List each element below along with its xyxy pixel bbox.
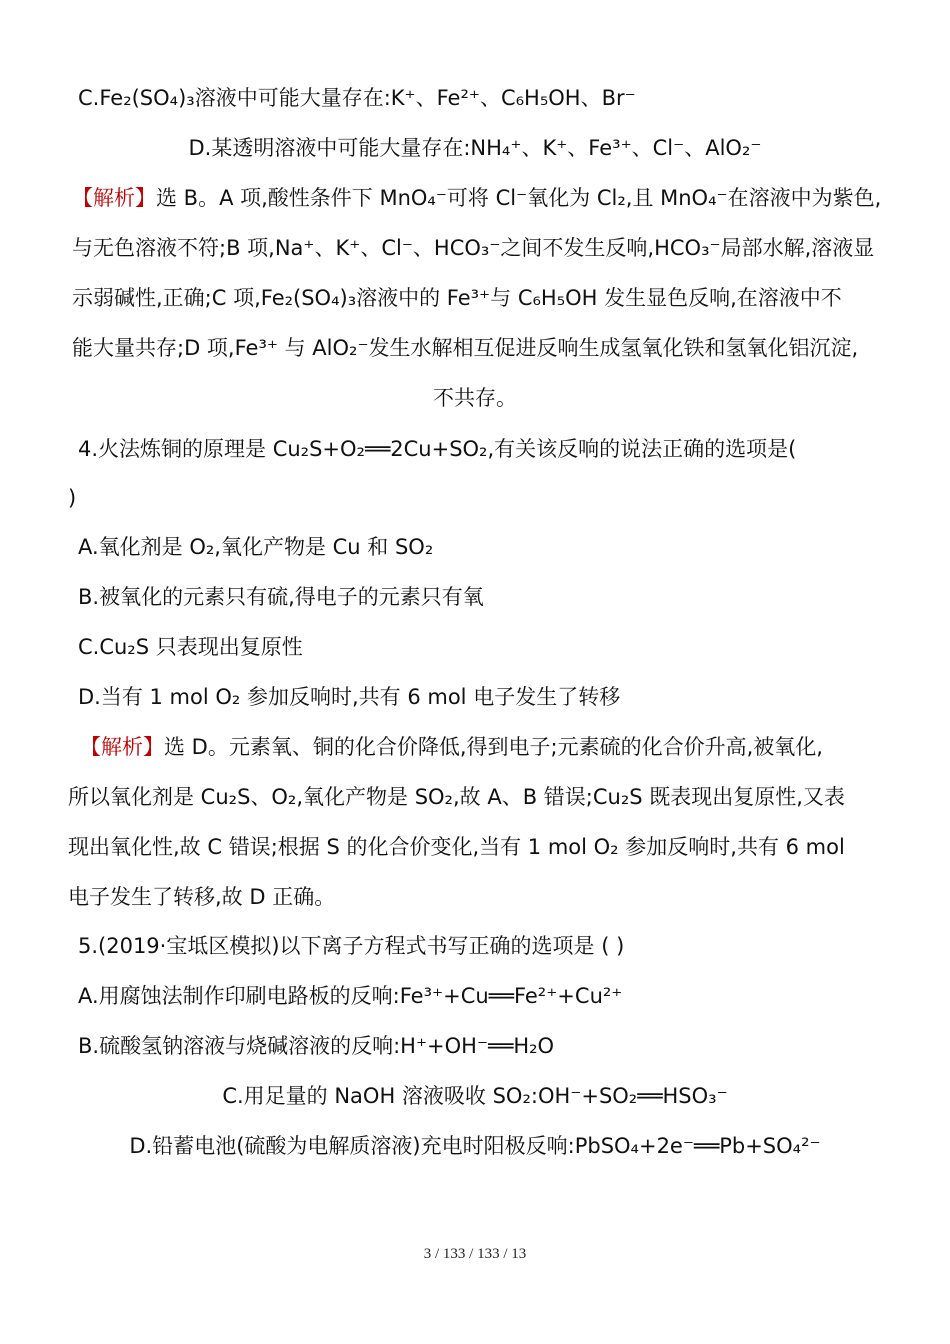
analysis-text: 选 B。A 项,酸性条件下 MnO₄⁻可将 Cl⁻氧化为 Cl₂,且 MnO₄⁻在溶液中为紫色, [156,186,882,210]
line-q5-option-d: D.铅蓄电池(硫酸为电解质溶液)充电时阳极反响:PbSO₄+2e⁻══Pb+SO₄²⁻ [129,1134,821,1158]
line-q3-analysis-4: 能大量共存;D 项,Fe³⁺ 与 AlO₂⁻发生水解相互促进反响生成氢氧化铁和氢氧化铝沉淀, [72,336,859,360]
line-q3-option-c: C.Fe₂(SO₄)₃溶液中可能大量存在:K⁺、Fe²⁺、C₆H₅OH、Br⁻ [78,86,636,110]
line-q4-analysis-2: 所以氧化剂是 Cu₂S、O₂,氧化产物是 SO₂,故 A、B 错误;Cu₂S 既表现出复原性,又表 [68,785,845,809]
line-q3-option-d: D.某透明溶液中可能大量存在:NH₄⁺、K⁺、Fe³⁺、Cl⁻、AlO₂⁻ [188,136,762,160]
line-q3-analysis-2: 与无色溶液不符;B 项,Na⁺、K⁺、Cl⁻、HCO₃⁻之间不发生反响,HCO₃⁻局部水解,溶液显 [72,236,875,260]
analysis-text: 选 D。元素氧、铜的化合价降低,得到电子;元素硫的化合价升高,被氧化, [164,735,823,759]
line-q5-option-c: C.用足量的 NaOH 溶液吸收 SO₂:OH⁻+SO₂══HSO₃⁻ [222,1084,728,1108]
line-q4-option-d: D.当有 1 mol O₂ 参加反响时,共有 6 mol 电子发生了转移 [78,685,621,709]
line-q5-option-a: A.用腐蚀法制作印刷电路板的反响:Fe³⁺+Cu══Fe²⁺+Cu²⁺ [78,984,623,1008]
line-q5-option-b: B.硫酸氢钠溶液与烧碱溶液的反响:H⁺+OH⁻══H₂O [78,1034,555,1058]
line-q4-option-b: B.被氧化的元素只有硫,得电子的元素只有氧 [78,585,484,609]
line-q3-analysis-1 [72,185,881,211]
line-q4-analysis-1 [80,734,823,760]
analysis-tag: 【解析】 [80,735,164,759]
page-footer: 3 / 133 / 133 / 13 [423,1246,527,1262]
line-q3-analysis-5: 不共存。 [433,386,517,410]
line-q4-stem: 4.火法炼铜的原理是 Cu₂S+O₂══2Cu+SO₂,有关该反响的说法正确的选项是( [78,437,797,461]
line-q3-analysis-3: 示弱碱性,正确;C 项,Fe₂(SO₄)₃溶液中的 Fe³⁺与 C₆H₅OH 发生显色反响,在溶液中不 [72,286,842,310]
line-q4-analysis-3: 现出氧化性,故 C 错误;根据 S 的化合价变化,当有 1 mol O₂ 参加反响时,共有 6 mol [68,835,845,859]
line-q4-stem-end: ) [68,486,77,510]
line-q4-analysis-4: 电子发生了转移,故 D 正确。 [68,885,336,909]
analysis-tag: 【解析】 [72,186,156,210]
line-q5-stem: 5.(2019·宝坻区模拟)以下离子方程式书写正确的选项是 ( ) [78,934,625,958]
line-q4-option-a: A.氧化剂是 O₂,氧化产物是 Cu 和 SO₂ [78,535,434,559]
line-q4-option-c: C.Cu₂S 只表现出复原性 [78,635,303,659]
